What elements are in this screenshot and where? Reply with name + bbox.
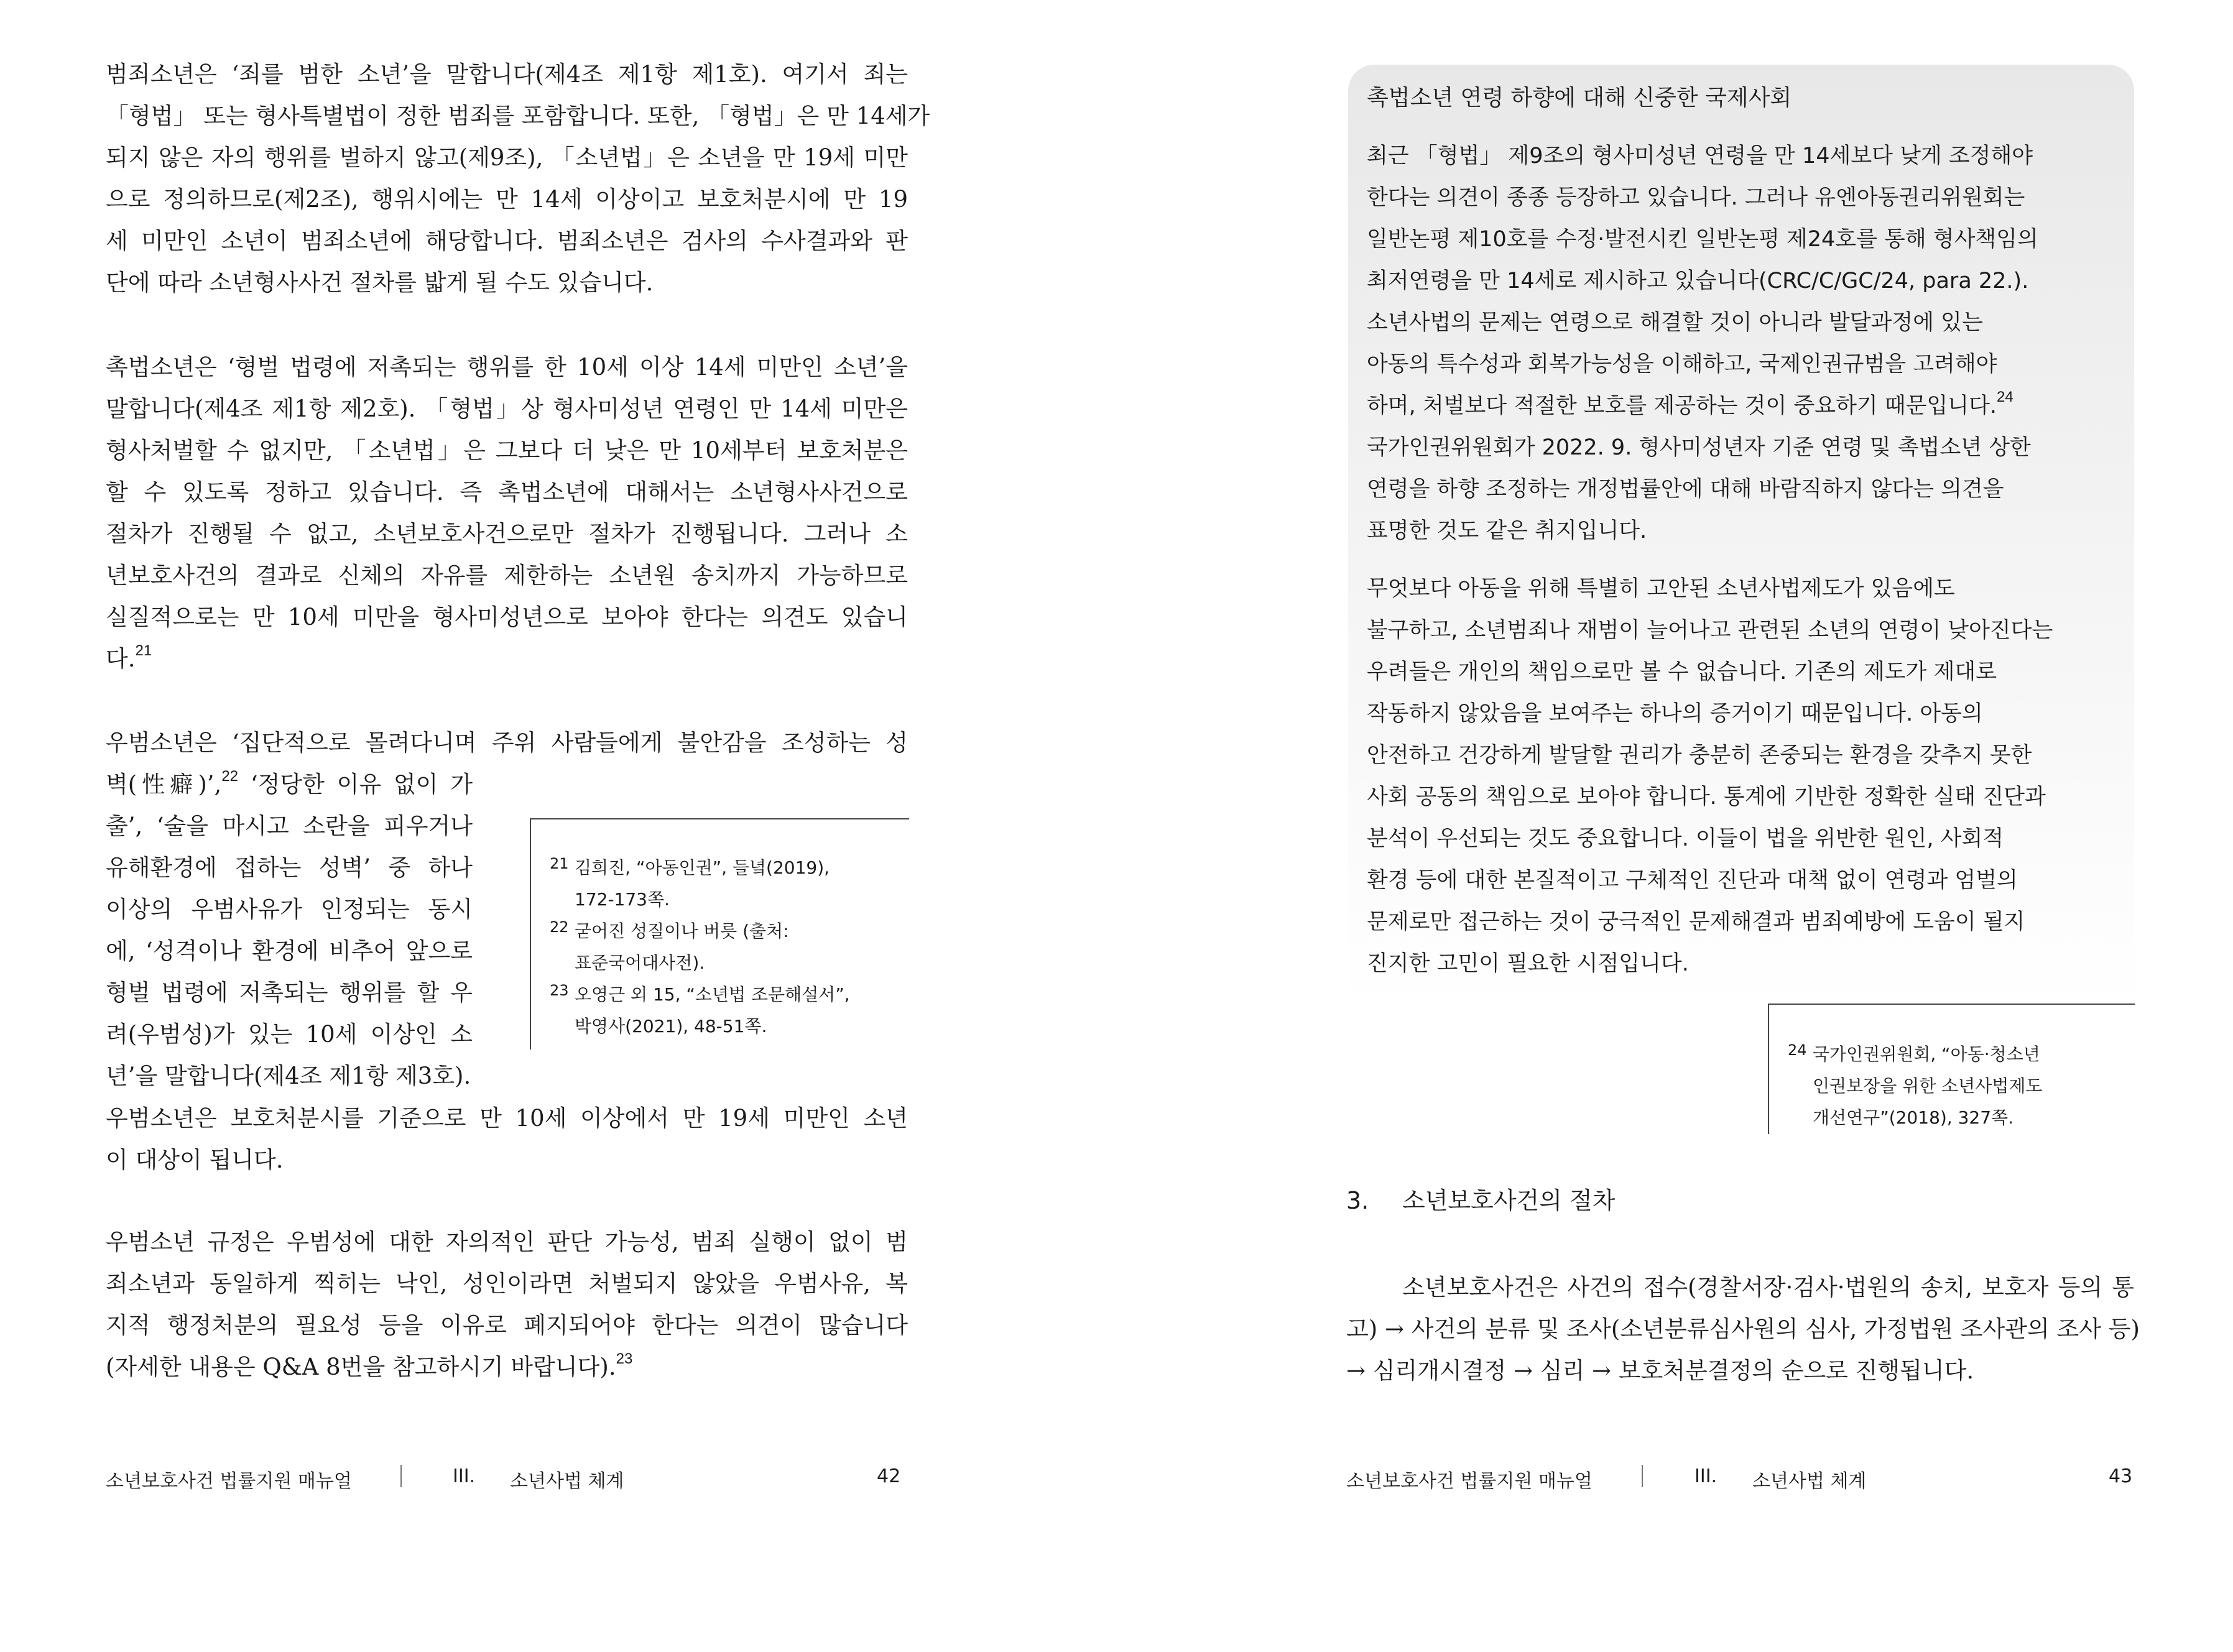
footer-chapter-number: III. [1694,1465,1718,1487]
footnote-ref-21[interactable]: 21 [135,642,152,659]
box-line: 불구하고, 소년범죄나 재범이 늘어나고 관련된 소년의 연령이 낮아진다는 [1367,618,2053,643]
text-line: 「형법」 또는 형사특별법이 정한 범죄를 포함합니다. 또한, 「형법」은 만 14세가 [106,103,930,129]
text-line: 년보호사건의 결과로 신체의 자유를 제한하는 소년원 송치까지 가능하므로 [106,562,908,589]
footnote-ref-24[interactable]: 24 [1997,389,2013,405]
text-line: 형벌 법령에 저촉되는 행위를 할 우 [106,979,473,1006]
text-line: 고) → 사건의 분류 및 조사(소년분류심사원의 심사, 가정법원 조사관의 조사 등) [1346,1316,2140,1342]
footnote-23 [550,979,909,1042]
footer-chapter-title: 소년사법 체계 [1752,1470,1867,1492]
footnote-number: 24 [1788,1041,1807,1059]
box-line: 분석이 우선되는 것도 중요합니다. 이들이 법을 위반한 원인, 사회적 [1367,826,2004,851]
box-line: 한다는 의견이 종종 등장하고 있습니다. 그러나 유엔아동권리위원회는 [1367,185,2025,210]
footnote-24-box [1768,1004,2135,1134]
text-line: 이상의 우범사유가 인정되는 동시 [106,896,473,923]
footnote-22 [550,915,909,979]
text-line: 말합니다(제4조 제1항 제2호). 「형법」상 형사미성년 연령인 만 14세 미만은 [106,395,908,422]
text-line: 촉법소년은 ‘형벌 법령에 저촉되는 행위를 한 10세 이상 14세 미만인 소년’을 [106,354,908,381]
box-line: 연령을 하향 조정하는 개정법률안에 대해 바람직하지 않다는 의견을 [1367,477,2004,502]
footnote-text: 국가인권위원회, “아동·청소년 인권보장을 위한 소년사법제도 개선연구”(2018), 327쪽. [1813,1044,2043,1128]
paragraph-pre-delinquent-first [106,722,908,764]
paragraph-pre-delinquent-wide [106,1097,908,1181]
text-line: 할 수 있도록 정하고 있습니다. 즉 촉법소년에 대해서는 소년형사사건으로 [106,479,908,505]
text-line: 년’을 말합니다(제4조 제1항 제3호). [106,1063,471,1089]
footnote-ref-23[interactable]: 23 [616,1350,633,1367]
footnote-text: 오영근 외 15, “소년법 조문해설서”, 박영사(2021), 48-51쪽. [575,984,850,1036]
footnote-number: 22 [550,918,569,936]
box-line: 일반논평 제10호를 수정·발전시킨 일반논평 제24호를 통해 형사책임의 [1367,227,2038,252]
text-line: (자세한 내용은 Q&A 8번을 참고하시기 바랍니다).$^{23}$ [106,1350,633,1380]
footer-chapter-number: III. [453,1465,476,1487]
footnote-24 [1788,1038,2135,1133]
text-line: 출’, ‘술을 마시고 소란을 피우거나 [106,813,473,839]
footnote-number: 23 [550,982,569,999]
footer-divider [400,1465,402,1487]
footer-book-title: 소년보호사건 법률지원 매뉴얼 [1346,1470,1593,1492]
paragraph-juvenile-offender [106,53,930,303]
text-line: 우범소년 규정은 우범성에 대한 자의적인 판단 가능성, 범죄 실행이 없이 범 [106,1229,908,1255]
text-line: 에, ‘성격이나 환경에 비추어 앞으로 [106,938,473,964]
box-line: 작동하지 않았음을 보여주는 하나의 증거이기 때문입니다. 아동의 [1367,701,1983,726]
box-line: 하며, 처벌보다 적절한 보호를 제공하는 것이 중요하기 때문입니다.$^{24}$ [1367,389,2013,418]
box-line: 문제로만 접근하는 것이 궁극적인 문제해결과 범죄예방에 도움이 될지 [1367,910,2025,934]
footnote-number: 21 [550,855,569,872]
footnotes-box [530,818,909,1050]
box-line: 환경 등에 대한 본질적이고 구체적인 진단과 대책 없이 연령과 엄벌의 [1367,868,2018,893]
box-line: 진지한 고민이 필요한 시점입니다. [1367,951,1689,976]
text-line: 세 미만인 소년이 범죄소년에 해당합니다. 범죄소년은 검사의 수사결과와 판 [106,228,908,254]
text-line: 지적 행정처분의 필요성 등을 이유로 폐지되어야 한다는 의견이 많습니다 [106,1312,908,1339]
section-number: 3. [1346,1187,1369,1214]
box-line: 사회 공동의 책임으로 보아야 합니다. 통계에 기반한 정확한 실태 진단과 [1367,785,2046,810]
box-title: 촉법소년 연령 하향에 대해 신중한 국제사회 [1367,85,1792,111]
section-title: 소년보호사건의 절차 [1402,1187,1616,1214]
footer-divider [1642,1465,1643,1487]
footer-book-title: 소년보호사건 법률지원 매뉴얼 [106,1470,352,1492]
footnote-text: 김희진, “아동인권”, 들녘(2019), 172-173쪽. [575,857,830,910]
box-line: 표명한 것도 같은 취지입니다. [1367,519,1647,543]
text-line: 벽(性癖)’,$^{22}$ ‘정당한 이유 없이 가 [106,768,473,798]
box-line: 최근 「형법」 제9조의 형사미성년 연령을 만 14세보다 낮게 조정해야 [1367,144,2033,168]
section-heading [1346,1181,1615,1216]
text-line: 으로 정의하므로(제2조), 행위시에는 만 14세 이상이고 보호처분시에 만 19 [106,186,908,213]
text-line: 실질적으로는 만 10세 미만을 형사미성년으로 보아야 한다는 의견도 있습니 [106,604,908,630]
box-line: 무엇보다 아동을 위해 특별히 고안된 소년사법제도가 있음에도 [1367,576,1955,601]
text-line: → 심리개시결정 → 심리 → 보호처분결정의 순으로 진행됩니다. [1346,1357,1974,1384]
paragraph-law-violating-child [106,346,908,680]
footnote-text: 굳어진 성질이나 버릇 (출처: 표준국어대사전). [575,921,789,973]
text-line: 소년보호사건은 사건의 접수(경찰서장·검사·법원의 송치, 보호자 등의 통 [1402,1274,2134,1301]
text-line: 우범소년은 ‘집단적으로 몰려다니며 주위 사람들에게 불안감을 조성하는 성 [106,729,908,756]
box-line: 최저연령을 만 14세로 제시하고 있습니다(CRC/C/GC/24, para 22.). [1367,269,2029,293]
text-line: 단에 따라 소년형사사건 절차를 밟게 될 수도 있습니다. [106,269,654,296]
page-number: 43 [2109,1465,2133,1487]
text-line: 우범소년은 보호처분시를 기준으로 만 10세 이상에서 만 19세 미만인 소년 [106,1105,908,1132]
text-line: 려(우범성)가 있는 10세 이상인 소 [106,1021,473,1048]
box-line: 국가인권위원회가 2022. 9. 형사미성년자 기준 연령 및 촉법소년 상한 [1367,435,2031,460]
text-line: 다.$^{21}$ [106,642,152,672]
box-line: 아동의 특수성과 회복가능성을 이해하고, 국제인권규범을 고려해야 [1367,352,1997,377]
text-line: 죄소년과 동일하게 찍히는 낙인, 성인이라면 처벌되지 않았을 우범사유, 복 [106,1270,908,1297]
text-line: 되지 않은 자의 행위를 벌하지 않고(제9조), 「소년법」은 소년을 만 19세 미만 [106,144,908,171]
box-line: 소년사법의 문제는 연령으로 해결할 것이 아니라 발달과정에 있는 [1367,310,1983,335]
footnote-21 [550,852,909,915]
text-line: 형사처벌할 수 없지만, 「소년법」은 그보다 더 낮은 만 10세부터 보호처분은 [106,437,908,464]
footer-chapter-title: 소년사법 체계 [510,1470,624,1492]
paragraph-procedure [1346,1267,2140,1391]
paragraph-pre-delinquent-narrow [106,764,473,1097]
footnote-ref-22[interactable]: 22 [221,768,239,785]
paragraph-abolition-opinion [106,1221,908,1388]
text-line: 범죄소년은 ‘죄를 범한 소년’을 말합니다(제4조 제1항 제1호). 여기서 죄는 [106,61,908,88]
text-line: 유해환경에 접하는 성벽’ 중 하나 [106,854,473,881]
page-number: 42 [877,1465,901,1487]
text-line: 이 대상이 됩니다. [106,1147,284,1173]
box-line: 안전하고 건강하게 발달할 권리가 충분히 존중되는 환경을 갖추지 못한 [1367,743,2032,768]
box-line: 우려들은 개인의 책임으로만 볼 수 없습니다. 기존의 제도가 제대로 [1367,660,1997,685]
text-line: 절차가 진행될 수 없고, 소년보호사건으로만 절차가 진행됩니다. 그러나 소 [106,520,908,547]
